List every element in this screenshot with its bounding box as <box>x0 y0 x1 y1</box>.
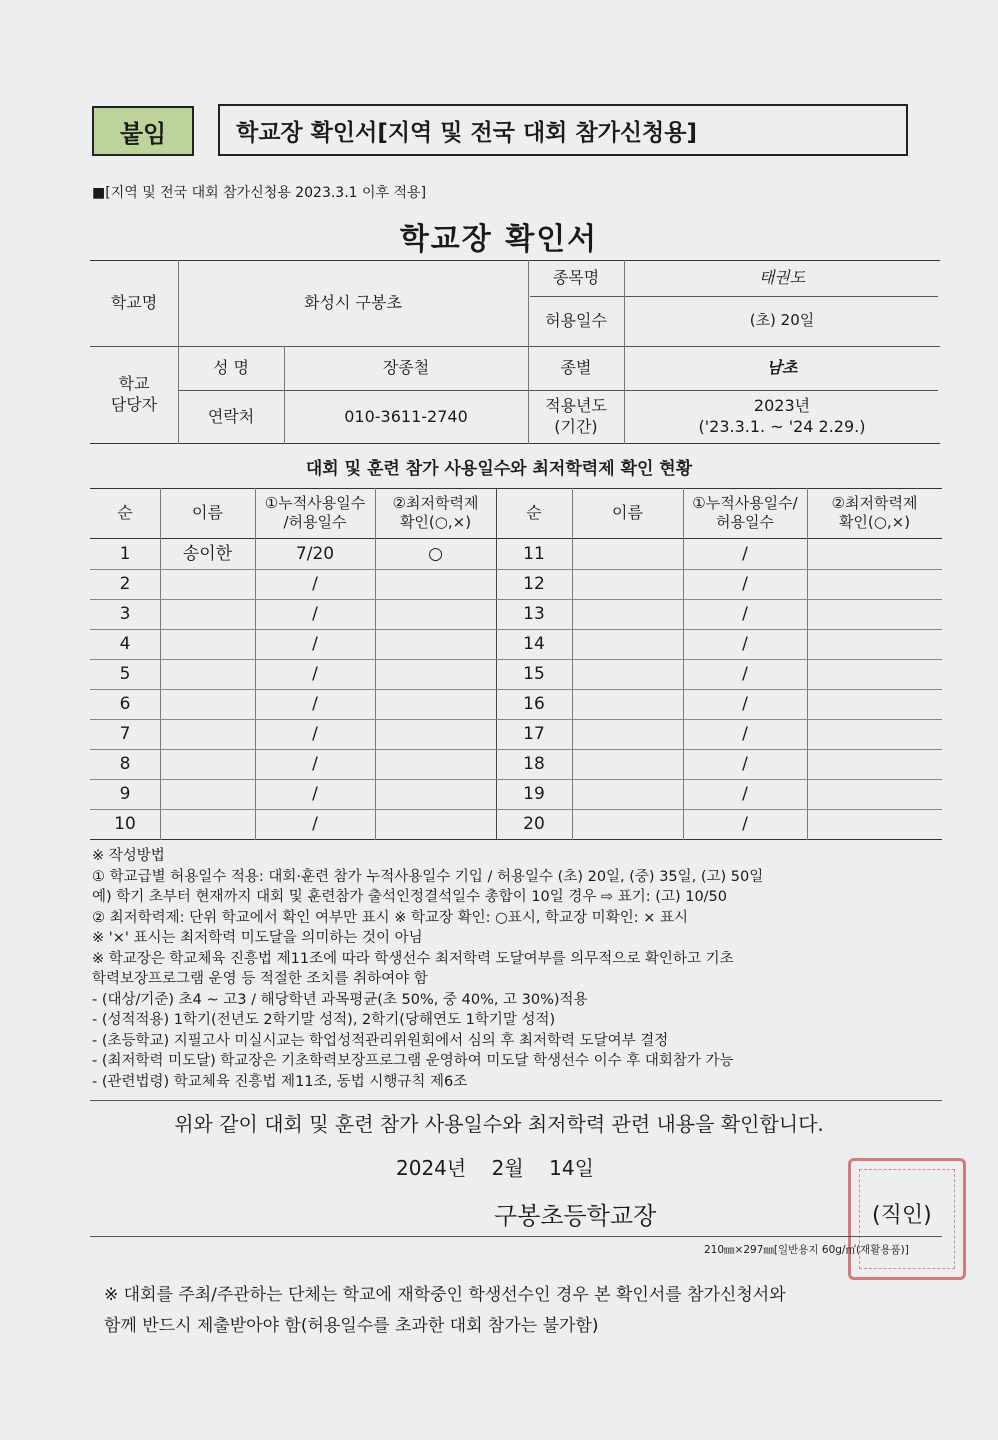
sport-label: 종목명 <box>552 267 600 287</box>
table-cell-academic: ○ <box>428 543 443 564</box>
apply-note: ■[지역 및 전국 대회 참가신청용 2023.3.1 이후 적용] <box>92 185 427 201</box>
table-cell-seq: 12 <box>523 573 545 594</box>
table-cell-seq: 5 <box>119 663 131 684</box>
note-line: ※ 학교장은 학교체육 진흥법 제11조에 따라 학생선수 최저학력 도달여부를 의무적으로 확인하고 기초 <box>92 950 734 967</box>
table-cell-seq: 9 <box>119 783 131 804</box>
table-cell-days: / <box>742 663 748 684</box>
table-cell-days: / <box>312 633 318 654</box>
table-cell-academic <box>375 569 496 599</box>
table-cell-name <box>572 629 683 659</box>
school-value: 화성시 구봉초 <box>304 292 402 312</box>
note-line: - (초등학교) 지필고사 미실시교는 학업성적관리위원회에서 심의 후 최저학력 도달여부 결정 <box>92 1032 669 1049</box>
table-cell-seq: 11 <box>523 543 545 564</box>
confirm-statement: 위와 같이 대회 및 훈련 참가 사용일수와 최저학력 관련 내용을 확인합니다. <box>174 1112 824 1136</box>
table-cell-academic <box>375 659 496 689</box>
table-cell-academic <box>807 539 942 569</box>
table-cell-academic <box>807 779 942 809</box>
table-cell-seq: 8 <box>119 753 131 774</box>
table-cell-academic <box>375 599 496 629</box>
document-title-box <box>218 104 908 156</box>
table-cell-academic <box>807 809 942 839</box>
table-cell-name <box>572 809 683 839</box>
table-cell-days: / <box>312 663 318 684</box>
table-cell-name <box>572 539 683 569</box>
table-cell-seq: 4 <box>119 633 131 654</box>
table-cell-name <box>572 689 683 719</box>
table-cell-seq: 19 <box>523 783 545 804</box>
note-line: ※ '×' 표시는 최저학력 미도달을 의미하는 것이 아님 <box>92 930 423 946</box>
table-cell-seq: 18 <box>523 753 545 774</box>
table-cell-name <box>572 569 683 599</box>
note-line: 학력보장프로그램 운영 등 적절한 조치를 취하여야 함 <box>92 971 428 987</box>
header-academic-right: ②최저학력제 확인(○,×) <box>831 493 918 531</box>
school-label: 학교명 <box>110 292 158 312</box>
table-cell-name <box>160 749 255 779</box>
note-line: - (최저학력 미도달) 학교장은 기초학력보장프로그램 운영하여 미도달 학생선수 이수 후 대회참가 가능 <box>92 1053 734 1069</box>
table-cell-name <box>160 659 255 689</box>
table-cell-days: / <box>312 753 318 774</box>
header-days-right: ①누적사용일수/ 허용일수 <box>692 493 798 531</box>
table-cell-academic <box>375 719 496 749</box>
table-cell-days: / <box>312 723 318 744</box>
table-cell-seq: 7 <box>119 723 131 744</box>
table-cell-academic <box>807 569 942 599</box>
table-cell-name <box>572 749 683 779</box>
main-title: 학교장 확인서 <box>399 222 599 257</box>
document-title: 학교장 확인서[지역 및 전국 대회 참가신청용] <box>236 119 697 146</box>
section-title: 대회 및 훈련 참가 사용일수와 최저학력제 확인 현황 <box>305 459 693 479</box>
year-label: 적용년도 (기간) <box>545 396 607 436</box>
table-cell-days: / <box>742 633 748 654</box>
allowed-days-value: (초) 20일 <box>749 311 815 330</box>
note-line: - (대상/기준) 초4 ~ 고3 / 해당학년 과목평균(초 50%, 중 40%, 고 30%)적용 <box>92 991 588 1008</box>
contact-value: 010-3611-2740 <box>344 406 468 426</box>
header-academic: ②최저학력제 확인(○,×) <box>392 493 479 531</box>
note-line: - (관련법령) 학교체육 진흥법 제11조, 동법 시행규칙 제6조 <box>92 1073 468 1090</box>
category-label: 종별 <box>560 357 592 377</box>
sport-value: 태권도 <box>758 267 806 287</box>
table-cell-days: / <box>742 783 748 804</box>
table-cell-seq: 20 <box>523 813 545 834</box>
table-cell-seq: 2 <box>119 573 131 594</box>
table-cell-seq: 1 <box>119 543 131 564</box>
table-cell-seq: 15 <box>523 663 545 684</box>
table-cell-academic <box>807 629 942 659</box>
table-cell-days: / <box>312 693 318 714</box>
table-cell-name <box>572 719 683 749</box>
table-cell-academic <box>375 749 496 779</box>
seal-label: (직인) <box>872 1203 932 1228</box>
info-table <box>90 260 940 444</box>
table-cell-days: / <box>312 603 318 624</box>
allowed-days-label: 허용일수 <box>545 310 607 330</box>
table-cell-academic <box>375 809 496 839</box>
paper-spec: 210㎜×297㎜[일반용지 60g/㎡(재활용품)] <box>704 1244 909 1256</box>
table-cell-days: / <box>312 813 318 834</box>
table-cell-name <box>572 779 683 809</box>
table-cell-academic <box>807 689 942 719</box>
table-cell-days: / <box>742 753 748 774</box>
table-cell-name <box>160 569 255 599</box>
table-cell-days: / <box>742 693 748 714</box>
table-cell-seq: 13 <box>523 603 545 624</box>
note-line: 예) 학기 초부터 현재까지 대회 및 훈련참가 출석인정결석일수 총합이 10일 경우 ⇨ 표기: (고) 10/50 <box>92 889 728 905</box>
table-cell-name <box>160 629 255 659</box>
table-cell-academic <box>375 689 496 719</box>
table-cell-days: / <box>742 723 748 744</box>
manager-label: 학교 담당자 <box>110 374 158 414</box>
name-label: 성 명 <box>213 357 249 377</box>
table-cell-days: / <box>742 543 748 564</box>
issue-date: 2024년 2월 14일 <box>396 1156 594 1180</box>
table-cell-academic <box>807 749 942 779</box>
table-cell-seq: 3 <box>119 603 131 624</box>
category-value: 남초 <box>766 357 798 377</box>
table-cell-name <box>160 719 255 749</box>
header-days: ①누적사용일수 /허용일수 <box>264 493 366 531</box>
table-cell-name <box>160 599 255 629</box>
table-cell-name <box>160 689 255 719</box>
header-name-right: 이름 <box>612 502 643 522</box>
header-name: 이름 <box>192 502 223 522</box>
principal-name: 구봉초등학교장 <box>494 1202 657 1230</box>
table-cell-academic <box>375 779 496 809</box>
name-value: 장종철 <box>382 357 430 377</box>
table-cell-seq: 6 <box>119 693 131 714</box>
notes-section <box>92 846 952 1092</box>
table-cell-name: 송이한 <box>182 543 233 564</box>
note-line: - (성적적용) 1학기(전년도 2학기말 성적), 2학기(당해연도 1학기말 성적) <box>92 1012 556 1028</box>
header-seq: 순 <box>117 502 133 522</box>
table-cell-academic <box>807 719 942 749</box>
table-cell-seq: 14 <box>523 633 545 654</box>
note-line: ① 학교급별 허용일수 적용: 대회·훈련 참가 누적사용일수 기입 / 허용일수 (초) 20일, (중) 35일, (고) 50일 <box>92 868 764 885</box>
table-cell-days: / <box>742 813 748 834</box>
bottom-note: ※ 대회를 주최/주관하는 단체는 학교에 재학중인 학생선수인 경우 본 확인서를 참가신청서와 함께 반드시 제출받아야 함(허용일수를 초과한 대회 참가는 불가함) <box>104 1285 786 1336</box>
header-seq-right: 순 <box>526 502 542 522</box>
attachment-tag: 붙임 <box>92 106 194 156</box>
table-cell-days: / <box>742 573 748 594</box>
table-cell-name <box>160 809 255 839</box>
table-cell-days: / <box>742 603 748 624</box>
usage-table <box>90 488 942 840</box>
table-cell-academic <box>807 659 942 689</box>
table-cell-seq: 17 <box>523 723 545 744</box>
note-line: ※ 작성방법 <box>92 848 165 864</box>
table-cell-days: / <box>312 783 318 804</box>
table-cell-name <box>160 779 255 809</box>
table-cell-seq: 10 <box>114 813 136 834</box>
contact-label: 연락처 <box>207 406 255 426</box>
table-cell-name <box>572 659 683 689</box>
note-line: ② 최저학력제: 단위 학교에서 확인 여부만 표시 ※ 학교장 확인: ○표시, 학교장 미확인: × 표시 <box>92 909 688 926</box>
year-value: 2023년 ('23.3.1. ~ '24 2.29.) <box>698 396 866 436</box>
table-cell-days: 7/20 <box>295 543 335 564</box>
table-cell-seq: 16 <box>523 693 545 714</box>
table-cell-academic <box>807 599 942 629</box>
table-cell-name <box>572 599 683 629</box>
table-cell-days: / <box>312 573 318 594</box>
table-cell-academic <box>375 629 496 659</box>
